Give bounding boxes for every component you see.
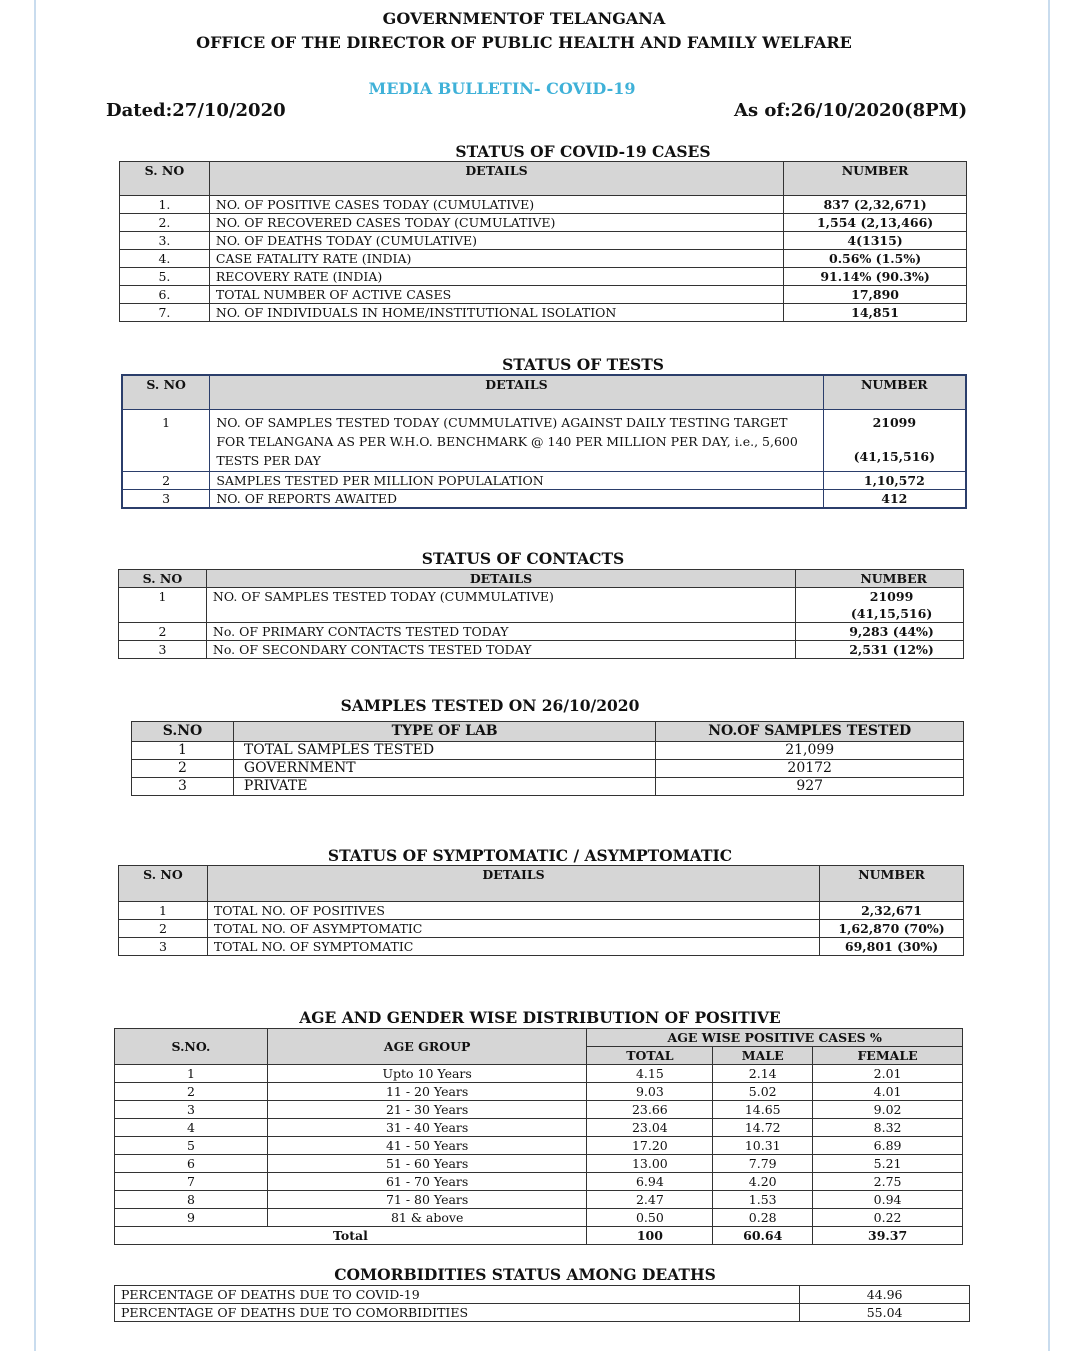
age-table	[114, 1028, 963, 1245]
detail-cell: CASE FATALITY RATE (INDIA)	[209, 250, 783, 268]
govt-title: GOVERNMENTOF TELANGANA	[382, 9, 666, 28]
col-sno: S. NO	[122, 375, 210, 409]
detail-cell: TOTAL NO. OF SYMPTOMATIC	[207, 938, 819, 956]
female-cell: 6.89	[813, 1137, 963, 1155]
col-female: FEMALE	[813, 1047, 963, 1065]
col-number: NUMBER	[820, 866, 964, 902]
col-number: NUMBER	[823, 375, 966, 409]
detail-cell: NO. OF SAMPLES TESTED TODAY (CUMMULATIVE) AGAINST DAILY TESTING TARGET FOR TELANGANA AS PER W.H.O. BENCHMARK @ 140 PER MILLION PER DAY, i.e., 5,600 TESTS PER DAY	[210, 409, 823, 471]
table-row	[120, 196, 967, 214]
table-row	[120, 286, 967, 304]
table-row	[132, 760, 964, 778]
table-row	[122, 409, 966, 471]
total-male: 60.64	[713, 1227, 813, 1245]
sno-cell: 2	[119, 623, 207, 641]
number-cell: 0.56% (1.5%)	[784, 250, 967, 268]
total-cell: 17.20	[587, 1137, 713, 1155]
table-row	[115, 1191, 963, 1209]
total-cell: 6.94	[587, 1173, 713, 1191]
page-right-border	[1048, 0, 1050, 1351]
total-row	[115, 1227, 963, 1245]
sno-cell: 4	[115, 1119, 268, 1137]
number-cell: 69,801 (30%)	[820, 938, 964, 956]
age-group-cell: 31 - 40 Years	[267, 1119, 587, 1137]
page-left-border	[34, 0, 36, 1351]
total-cell: 0.50	[587, 1209, 713, 1227]
age-group-cell: 61 - 70 Years	[267, 1173, 587, 1191]
col-sno: S.NO.	[115, 1029, 268, 1065]
detail-cell: SAMPLES TESTED PER MILLION POPULALATION	[210, 471, 823, 489]
table-row	[115, 1083, 963, 1101]
male-cell: 7.79	[713, 1155, 813, 1173]
number-cell: 1,554 (2,13,466)	[784, 214, 967, 232]
detail-cell: TOTAL NO. OF ASYMPTOMATIC	[207, 920, 819, 938]
col-age-wise: AGE WISE POSITIVE CASES %	[587, 1029, 963, 1047]
detail-cell: NO. OF RECOVERED CASES TODAY (CUMULATIVE)	[209, 214, 783, 232]
female-cell: 9.02	[813, 1101, 963, 1119]
contacts-today: 21099	[869, 589, 914, 604]
samples-cell: 20172	[656, 760, 964, 778]
symptomatic-title: STATUS OF SYMPTOMATIC / ASYMPTOMATIC	[327, 846, 733, 865]
lab-type-cell: PRIVATE	[233, 778, 655, 796]
detail-cell: TOTAL NUMBER OF ACTIVE CASES	[209, 286, 783, 304]
age-title: AGE AND GENDER WISE DISTRIBUTION OF POSITIVE	[299, 1008, 781, 1027]
number-cell	[823, 409, 966, 471]
lab-type-cell: GOVERNMENT	[233, 760, 655, 778]
table-row	[122, 471, 966, 489]
male-cell: 14.72	[713, 1119, 813, 1137]
as-of-label: As of:26/10/2020(8PM)	[734, 100, 968, 121]
sno-cell: 6.	[120, 286, 210, 304]
col-number: NUMBER	[784, 162, 967, 196]
table-row	[115, 1173, 963, 1191]
detail-cell: NO. OF REPORTS AWAITED	[210, 489, 823, 508]
contacts-title: STATUS OF CONTACTS	[421, 549, 625, 568]
age-group-cell: 11 - 20 Years	[267, 1083, 587, 1101]
number-cell: 14,851	[784, 304, 967, 322]
col-details: DETAILS	[207, 866, 819, 902]
sno-cell: 7.	[120, 304, 210, 322]
col-sno: S. NO	[119, 570, 207, 588]
contacts-cumulative: (41,15,516)	[850, 606, 933, 621]
number-cell: 412	[823, 489, 966, 508]
cases-title: STATUS OF COVID-19 CASES	[455, 142, 711, 161]
total-cell: 9.03	[587, 1083, 713, 1101]
tests-title: STATUS OF TESTS	[502, 355, 664, 374]
comorbid-title: COMORBIDITIES STATUS AMONG DEATHS	[334, 1265, 716, 1284]
tests-table	[121, 374, 967, 509]
male-cell: 5.02	[713, 1083, 813, 1101]
table-row	[115, 1101, 963, 1119]
sno-cell: 6	[115, 1155, 268, 1173]
table-row	[115, 1119, 963, 1137]
table-row	[120, 214, 967, 232]
female-cell: 0.94	[813, 1191, 963, 1209]
detail-cell: RECOVERY RATE (INDIA)	[209, 268, 783, 286]
sno-cell: 3	[115, 1101, 268, 1119]
office-title: OFFICE OF THE DIRECTOR OF PUBLIC HEALTH AND FAMILY WELFARE	[196, 33, 852, 52]
contacts-table	[118, 569, 964, 659]
male-cell: 1.53	[713, 1191, 813, 1209]
table-row	[120, 232, 967, 250]
tests-today: 21099	[872, 414, 917, 430]
col-details: DETAILS	[210, 375, 823, 409]
sno-cell: 7	[115, 1173, 268, 1191]
number-cell: 17,890	[784, 286, 967, 304]
samples-cell: 21,099	[656, 742, 964, 760]
col-details: DETAILS	[206, 570, 795, 588]
col-sno: S. NO	[119, 866, 208, 902]
table-row	[115, 1304, 970, 1322]
col-sno: S. NO	[120, 162, 210, 196]
table-row	[119, 902, 964, 920]
sno-cell: 8	[115, 1191, 268, 1209]
number-cell: 837 (2,32,671)	[784, 196, 967, 214]
comorbid-value-cell: 55.04	[800, 1304, 970, 1322]
age-group-cell: Upto 10 Years	[267, 1065, 587, 1083]
total-cell: 13.00	[587, 1155, 713, 1173]
dated-label: Dated:27/10/2020	[106, 100, 286, 121]
table-row	[120, 268, 967, 286]
table-row	[119, 588, 964, 623]
col-age-group: AGE GROUP	[267, 1029, 587, 1065]
total-total: 100	[587, 1227, 713, 1245]
detail-cell: NO. OF DEATHS TODAY (CUMULATIVE)	[209, 232, 783, 250]
female-cell: 8.32	[813, 1119, 963, 1137]
detail-cell: TOTAL NO. OF POSITIVES	[207, 902, 819, 920]
bulletin-title: MEDIA BULLETIN- COVID-19	[368, 79, 636, 98]
sno-cell: 3.	[120, 232, 210, 250]
age-group-cell: 51 - 60 Years	[267, 1155, 587, 1173]
total-cell: 23.04	[587, 1119, 713, 1137]
table-row	[122, 489, 966, 508]
table-row	[119, 920, 964, 938]
female-cell: 2.75	[813, 1173, 963, 1191]
sno-cell: 3	[122, 489, 210, 508]
female-cell: 5.21	[813, 1155, 963, 1173]
number-cell: 2,531 (12%)	[796, 641, 964, 659]
samples-table	[131, 721, 964, 796]
sno-cell: 3	[132, 778, 234, 796]
sno-cell: 2	[132, 760, 234, 778]
sno-cell: 4.	[120, 250, 210, 268]
table-row	[119, 641, 964, 659]
table-row	[120, 304, 967, 322]
sno-cell: 1	[115, 1065, 268, 1083]
sno-cell: 1	[119, 588, 207, 623]
female-cell: 2.01	[813, 1065, 963, 1083]
sno-cell: 2	[119, 920, 208, 938]
age-group-cell: 71 - 80 Years	[267, 1191, 587, 1209]
total-label: Total	[115, 1227, 587, 1245]
comorbid-value-cell: 44.96	[800, 1286, 970, 1304]
detail-cell: NO. OF INDIVIDUALS IN HOME/INSTITUTIONAL ISOLATION	[209, 304, 783, 322]
table-row	[115, 1286, 970, 1304]
col-type: TYPE OF LAB	[233, 722, 655, 742]
table-row	[119, 938, 964, 956]
total-cell: 2.47	[587, 1191, 713, 1209]
male-cell: 0.28	[713, 1209, 813, 1227]
comorbid-table	[114, 1285, 970, 1322]
cases-table	[119, 161, 967, 322]
samples-cell: 927	[656, 778, 964, 796]
number-cell: 4(1315)	[784, 232, 967, 250]
detail-cell: NO. OF POSITIVE CASES TODAY (CUMULATIVE)	[209, 196, 783, 214]
col-number: NUMBER	[796, 570, 964, 588]
table-row	[115, 1065, 963, 1083]
table-row	[132, 778, 964, 796]
total-female: 39.37	[813, 1227, 963, 1245]
number-cell: 91.14% (90.3%)	[784, 268, 967, 286]
table-row	[132, 742, 964, 760]
sno-cell: 1	[119, 902, 208, 920]
age-group-cell: 41 - 50 Years	[267, 1137, 587, 1155]
sno-cell: 5	[115, 1137, 268, 1155]
sno-cell: 1	[122, 409, 210, 471]
number-cell: 1,10,572	[823, 471, 966, 489]
number-cell	[796, 588, 964, 623]
symptomatic-table	[118, 865, 964, 956]
number-cell: 2,32,671	[820, 902, 964, 920]
sno-cell: 1.	[120, 196, 210, 214]
sno-cell: 1	[132, 742, 234, 760]
table-row	[115, 1137, 963, 1155]
sno-cell: 9	[115, 1209, 268, 1227]
table-row	[120, 250, 967, 268]
lab-type-cell: TOTAL SAMPLES TESTED	[233, 742, 655, 760]
sno-cell: 3	[119, 938, 208, 956]
male-cell: 2.14	[713, 1065, 813, 1083]
tests-cumulative: (41,15,516)	[853, 448, 936, 464]
table-row	[115, 1155, 963, 1173]
male-cell: 14.65	[713, 1101, 813, 1119]
sno-cell: 2	[122, 471, 210, 489]
total-cell: 23.66	[587, 1101, 713, 1119]
col-total: TOTAL	[587, 1047, 713, 1065]
comorbid-label-cell: PERCENTAGE OF DEATHS DUE TO COMORBIDITIES	[115, 1304, 800, 1322]
age-group-cell: 81 & above	[267, 1209, 587, 1227]
male-cell: 10.31	[713, 1137, 813, 1155]
col-samples: NO.OF SAMPLES TESTED	[656, 722, 964, 742]
age-group-cell: 21 - 30 Years	[267, 1101, 587, 1119]
col-sno: S.NO	[132, 722, 234, 742]
col-male: MALE	[713, 1047, 813, 1065]
total-cell: 4.15	[587, 1065, 713, 1083]
table-row	[115, 1209, 963, 1227]
sno-cell: 3	[119, 641, 207, 659]
samples-title: SAMPLES TESTED ON 26/10/2020	[340, 696, 640, 715]
number-cell: 9,283 (44%)	[796, 623, 964, 641]
detail-cell: NO. OF SAMPLES TESTED TODAY (CUMMULATIVE)	[206, 588, 795, 623]
detail-cell: No. OF SECONDARY CONTACTS TESTED TODAY	[206, 641, 795, 659]
comorbid-label-cell: PERCENTAGE OF DEATHS DUE TO COVID-19	[115, 1286, 800, 1304]
detail-cell: No. OF PRIMARY CONTACTS TESTED TODAY	[206, 623, 795, 641]
female-cell: 4.01	[813, 1083, 963, 1101]
female-cell: 0.22	[813, 1209, 963, 1227]
col-details: DETAILS	[209, 162, 783, 196]
sno-cell: 2	[115, 1083, 268, 1101]
sno-cell: 5.	[120, 268, 210, 286]
sno-cell: 2.	[120, 214, 210, 232]
male-cell: 4.20	[713, 1173, 813, 1191]
table-row	[119, 623, 964, 641]
number-cell: 1,62,870 (70%)	[820, 920, 964, 938]
